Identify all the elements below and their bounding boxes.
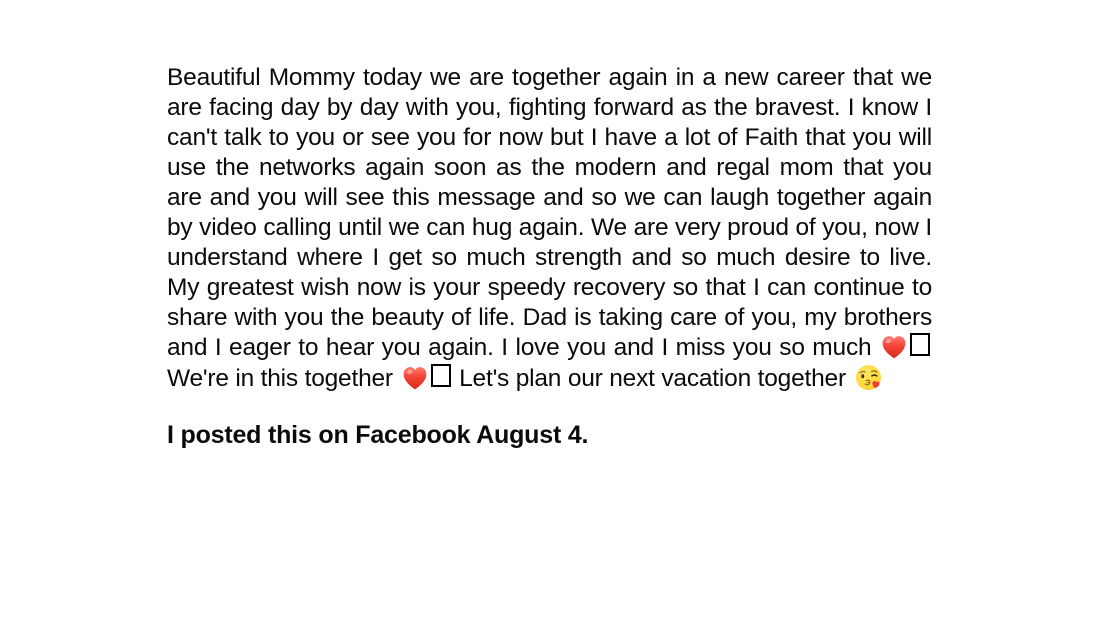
post-paragraph <box>167 63 932 394</box>
red-heart-emoji <box>401 364 429 392</box>
post-footer-note: I posted this on Facebook August 4. <box>167 421 589 449</box>
kiss-face-emoji <box>854 363 883 392</box>
paragraph-text-run: Beautiful Mommy today we are together again in a new career that we are facing day by day with you, fighting forward as the bravest. I know I can't talk to you or see you for now but I have a lot of Faith that you will use the networks again soon as the modern and regal mom that you are and you will see this message and so we can laugh together again by video calling until we can hug again. We are very proud of you, now I understand where I get so much strength and so much desire to live. My greatest wish now is your speedy recovery so that I can continue to share with you the beauty of life. Dad is taking care of you, my brothers and I eager to hear you again. I love you and I miss you so much <box>167 64 932 361</box>
paragraph-text-run: We're in this together <box>167 365 400 392</box>
paragraph-text-run: Let's plan our next vacation together <box>452 365 853 392</box>
missing-glyph-box <box>910 333 930 356</box>
post-text-block <box>167 63 932 450</box>
red-heart-emoji <box>880 333 908 361</box>
missing-glyph-box <box>431 364 451 387</box>
